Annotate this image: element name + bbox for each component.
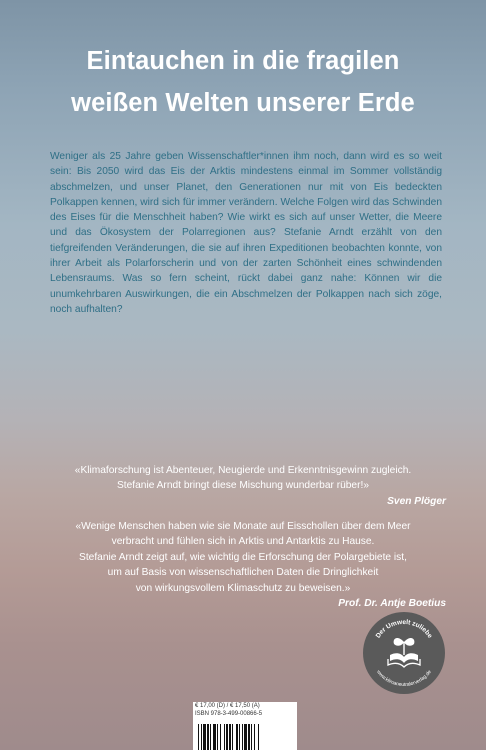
blurb-text: Weniger als 25 Jahre geben Wissenschaftler*innen ihm noch, dann wird es so weit sein: Bis 2050 wird das Eis der Arktis mindestens einmal im Sommer vollständig abschmelzen, und unser Planet, den Generationen nur mit von Eis bedeckten Polkappen kennen, wird sich für immer verändern. Welche Folgen wird das Schwinden des Eises für die Menschheit haben? Wie wirkt es sich auf unser Wetter, die Meere und das Ökosystem der Polarregionen aus? Stefanie Arndt erzählt von den tiefgreifenden Veränderungen, die sie auf ihren Expeditionen beobachten konnte, von ihrer Arbeit als Polarforscherin und von der zarten Schönheit eines schwindenden Lebensraums. Was so fern scheint, rückt dabei ganz nahe: Können wir die unumkehrbaren Auswirkungen, die ein Abschmelzen der Polkappen nach sich zöge, noch aufhalten? — [50, 151, 442, 315]
quote-ploeger — [40, 463, 446, 509]
quote-line: Stefanie Arndt bringt diese Mischung wunderbar rüber!» — [116, 480, 369, 492]
quote-author: Prof. Dr. Antje Boetius — [338, 598, 446, 610]
price-info — [195, 703, 295, 718]
badge-bottom-text: www.klimaneutralerverlag.de — [375, 669, 433, 689]
quote-line: verbracht und fühlen sich in Arktis und Antarktis zu Hause. — [111, 536, 375, 548]
badge-top-text: Der Umwelt zuliebe — [374, 618, 434, 640]
quote-line: Stefanie Arndt zeigt auf, wie wichtig die Erforschung der Polargebiete ist, — [79, 551, 407, 563]
quote-line: um auf Basis von wissenschaftlichen Daten die Dringlichkeit — [107, 567, 379, 579]
quote-author: Sven Plöger — [387, 495, 446, 507]
price-line: € 17,00 (D) / € 17,50 (A) — [195, 703, 260, 709]
headline-line-1: Eintauchen in die fragilen — [86, 47, 400, 75]
climate-neutral-badge — [362, 611, 446, 695]
barcode-icon — [197, 724, 293, 750]
quote-line: «Klimaforschung ist Abenteuer, Neugierde und Erkenntnisgewinn zugleich. — [74, 465, 412, 476]
headline-line-2: weißen Welten unserer Erde — [71, 89, 415, 117]
headline — [0, 40, 486, 124]
isbn-line: ISBN 978-3-499-00866-5 — [195, 710, 263, 717]
quote-boetius — [40, 519, 446, 611]
quote-line: «Wenige Menschen haben wie sie Monate auf Eisschollen über dem Meer — [75, 521, 411, 532]
quote-line: von wirkungsvollem Klimaschutz zu beweisen.» — [135, 582, 351, 594]
